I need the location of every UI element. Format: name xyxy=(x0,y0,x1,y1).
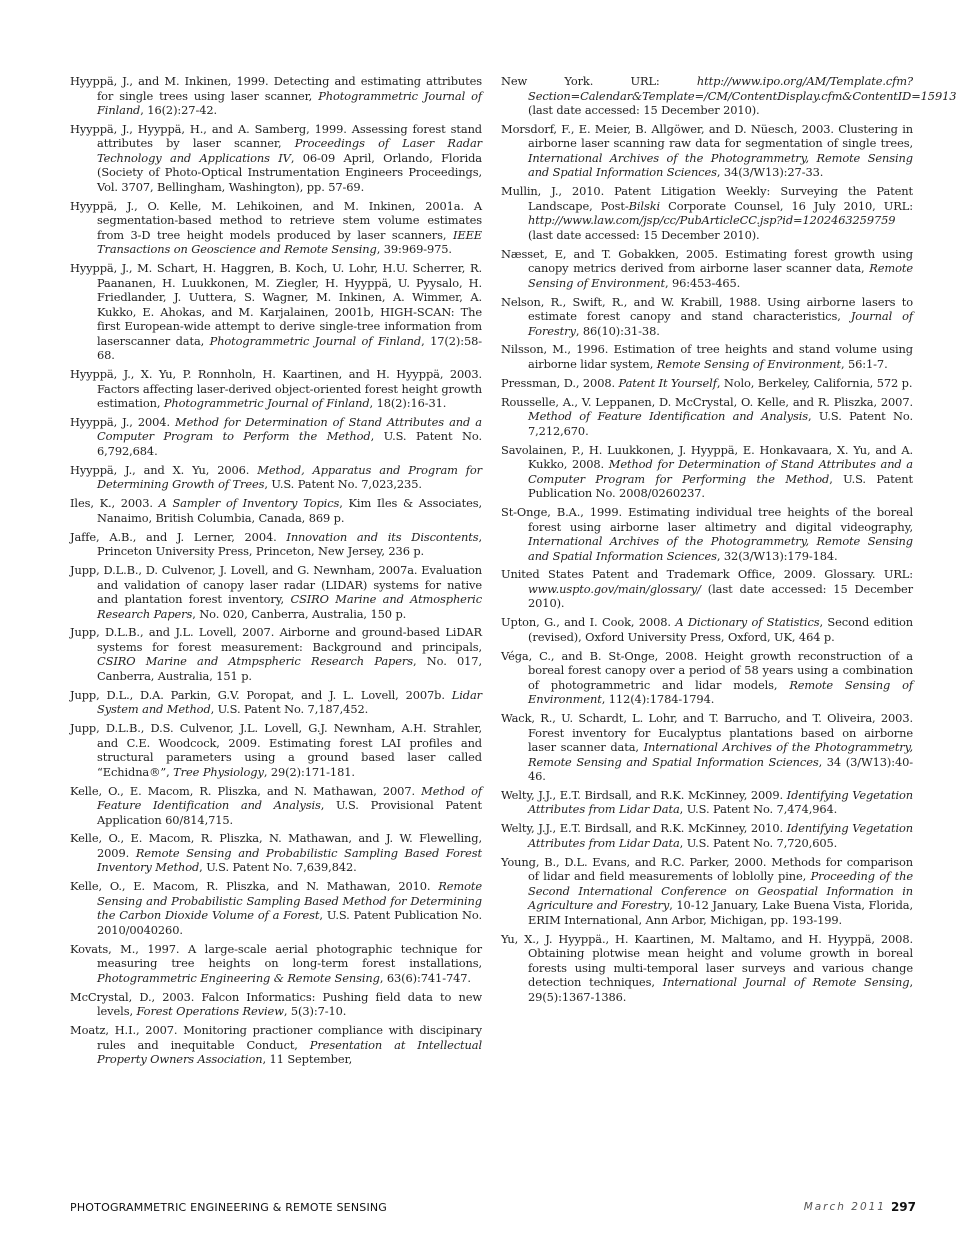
reference-italic-text: Method for Determination of Stand Attributes and a Computer Program for Performing the Method xyxy=(528,457,913,486)
reference-text: , Princeton University Press, Princeton, New Jersey, 236 p. xyxy=(97,529,482,559)
reference-entry xyxy=(70,784,482,828)
reference-text: Hyyppä, J., O. Kelle, M. Lehikoinen, and M. Inkinen, 2001a. A segmentation-based method to retrieve stem volume estimates from 3-D tree height models produced by laser scanners, xyxy=(70,198,482,242)
reference-text: , U.S. Patent Publication No. 2008/0260237. xyxy=(528,471,913,501)
reference-text: , Second edition (revised), Oxford University Press, Oxford, UK, 464 p. xyxy=(528,615,914,644)
reference-italic-text: Photogrammetric Journal of Finland xyxy=(163,396,370,411)
reference-entry xyxy=(70,990,482,1019)
reference-text: , 39:969-975. xyxy=(376,242,452,257)
reference-text: , 34 (3/W13):40-46. xyxy=(528,754,913,784)
reference-entry xyxy=(70,74,482,118)
reference-text: Jaffe, A.B., and J. Lerner, 2004. xyxy=(70,529,287,544)
reference-text: Upton, G., and I. Cook, 2008. xyxy=(501,615,676,630)
reference-text: , No. 017, Canberra, Australia, 151 p. xyxy=(97,654,482,683)
reference-entry xyxy=(501,184,913,242)
reference-italic-text: Forest Operations Review xyxy=(136,1004,284,1019)
reference-italic-text: Proceedings of Laser Radar Technology and Applications IV xyxy=(97,136,482,165)
reference-text: Kelle, O., E. Macom, R. Pliszka, and N. Mathawan, 2007. xyxy=(70,783,422,798)
reference-italic-text: International Archives of the Photogrammetry, Remote Sensing and Spatial Information Sciences xyxy=(528,534,913,563)
page-number: 297 xyxy=(890,1200,916,1214)
reference-italic-text: Remote Sensing of Environment xyxy=(528,677,913,707)
reference-entry xyxy=(70,1023,482,1067)
reference-text: Jupp, D.L.B., D. Culvenor, J. Lovell, and G. Newnham, 2007a. Evaluation and validation of canopy laser radar (LIDAR) systems for native and plantation forest inventory, xyxy=(70,563,482,607)
reference-entry xyxy=(501,855,913,928)
reference-entry xyxy=(501,122,913,180)
reference-text: (last date accessed: 15 December 2010). xyxy=(528,227,760,242)
reference-text: , 11 September, xyxy=(262,1052,353,1067)
reference-text: , U.S. Patent No. 7,187,452. xyxy=(210,702,369,717)
reference-text: McCrystal, D., 2003. Falcon Informatics: Pushing field data to new levels, xyxy=(70,989,482,1019)
reference-text: Nilsson, M., 1996. Estimation of tree heights and stand volume using airborne lidar system, xyxy=(501,342,913,371)
reference-italic-text: Innovation and its Discontents xyxy=(286,529,479,544)
reference-text: Jupp, D.L.B., D.S. Culvenor, J.L. Lovell, G.J. Newnham, A.H. Strahler, and C.E. Woodcock, 2009. Estimating forest LAI profiles and structural parameters using a ground based laser called “Echidna®”, xyxy=(70,721,482,779)
reference-entry xyxy=(70,879,482,937)
reference-text: Young, B., D.L. Evans, and R.C. Parker, 2000. Methods for comparison of lidar and field measurements of loblolly pine, xyxy=(501,854,913,884)
reference-text: , 17(2):58-68. xyxy=(97,333,482,363)
reference-column-right xyxy=(501,74,957,1009)
reference-italic-text: Identifying Vegetation Attributes from Lidar Data xyxy=(528,787,913,817)
reference-text: Kelle, O., E. Macom, R. Pliszka, N. Mathawan, and J. W. Flewelling, 2009. xyxy=(70,831,482,860)
reference-italic-text: Presentation at Intellectual Property Owners Association xyxy=(97,1037,482,1067)
reference-italic-text: Photogrammetric Journal of Finland xyxy=(97,88,482,117)
reference-italic-text: A Sampler of Inventory Topics xyxy=(158,496,340,511)
reference-italic-text: Lidar System and Method xyxy=(97,687,482,717)
reference-text: (last date accessed: 15 December 2010). xyxy=(528,581,913,611)
reference-italic-text: Method, Apparatus and Program for Determining Growth of Trees xyxy=(97,462,482,492)
reference-text: Jupp, D.L., D.A. Parkin, G.V. Poropat, and J. L. Lovell, 2007b. xyxy=(70,687,452,702)
reference-text: , 06-09 April, Orlando, Florida (Society of Photo-Optical Instrumentation Engineers Proceedings, Vol. 3707, Bellingham, Washington), pp. 57-69. xyxy=(97,150,483,194)
journal-name: PHOTOGRAMMETRIC ENGINEERING & REMOTE SENSING xyxy=(70,1201,388,1214)
reference-entry xyxy=(70,625,482,683)
reference-italic-text: Method of Feature Identification and Analysis xyxy=(528,409,809,424)
reference-entry xyxy=(70,122,482,195)
reference-text: , 32(3/W13):179-184. xyxy=(716,548,838,563)
reference-italic-text: Journal of Forestry xyxy=(528,309,914,338)
reference-text: , 16(2):27-42. xyxy=(140,103,218,117)
reference-entry xyxy=(70,831,482,875)
reference-italic-text: Identifying Vegetation Attributes from Lidar Data xyxy=(528,821,913,850)
reference-text: , 34(3/W13):27-33. xyxy=(716,165,824,180)
reference-italic-text: Method for Determination of Stand Attributes and a Computer Program to Perform the Method xyxy=(97,414,482,444)
reference-entry xyxy=(70,942,482,986)
reference-text: , No. 020, Canberra, Australia, 150 p. xyxy=(192,606,407,621)
reference-text: New York. URL: xyxy=(501,74,697,88)
reference-entry xyxy=(70,563,482,621)
reference-entry xyxy=(70,261,482,363)
reference-text: Hyyppä, J., X. Yu, P. Ronnholn, H. Kaartinen, and H. Hyyppä, 2003. Factors affecting laser-derived object-oriented forest height growth estimation, xyxy=(70,367,482,411)
reference-text: , 18(2):16-31. xyxy=(369,396,447,411)
reference-italic-text: CSIRO Marine and Atmpspheric Research Papers xyxy=(97,654,413,669)
reference-text: , 5(3):7-10. xyxy=(283,1004,347,1019)
reference-text: Næsset, E, and T. Gobakken, 2005. Estimating forest growth using canopy metrics derived from airborne laser scanner data, xyxy=(501,246,913,276)
reference-entry xyxy=(501,247,913,291)
reference-italic-text: Proceeding of the Second International Conference on Geospatial Information in Agriculture and Forestry xyxy=(528,869,913,913)
reference-text: Wack, R., U. Schardt, L. Lohr, and T. Barrucho, and T. Oliveira, 2003. Forest inventory for Eucalyptus plantations based on airborne laser scanner data, xyxy=(501,711,913,755)
reference-text: , U.S. Patent No. 7,023,235. xyxy=(264,477,422,492)
reference-entry xyxy=(501,395,913,439)
reference-text: , Nolo, Berkeley, California, 572 p. xyxy=(716,375,913,390)
reference-italic-text: Remote Sensing of Environment xyxy=(528,261,913,290)
reference-italic-text: Remote Sensing of Environment xyxy=(656,356,841,371)
reference-entry xyxy=(501,443,913,501)
reference-italic-text: CSIRO Marine and Atmospheric Research Papers xyxy=(97,592,482,621)
reference-text: Jupp, D.L.B., and J.L. Lovell, 2007. Airborne and ground-based LiDAR systems for forest measurement: Background and principals, xyxy=(70,625,482,654)
reference-text: Kovats, M., 1997. A large-scale aerial photographic technique for measuring tree heights on long-term forest installations, xyxy=(70,941,482,971)
reference-text: Pressman, D., 2008. xyxy=(501,375,619,390)
reference-italic-text: International Journal of Remote Sensing xyxy=(662,975,910,990)
reference-italic-text: A Dictionary of Statistics xyxy=(675,615,820,630)
reference-italic-text: International Archives of the Photogrammetry, Remote Sensing and Spatial Information Sciences xyxy=(528,150,913,180)
reference-text: , U.S. Patent No. 7,212,670. xyxy=(528,409,913,438)
reference-entry xyxy=(70,530,482,559)
reference-text: , 29(5):1367-1386. xyxy=(528,975,913,1004)
reference-italic-text: IEEE Transactions on Geoscience and Remote Sensing xyxy=(97,227,482,257)
reference-text: , 96:453-465. xyxy=(664,275,741,290)
reference-italic-text: Remote Sensing and Probabilistic Sampling Based Method for Determining the Carbon Dioxide Volume of a Forest xyxy=(97,879,482,923)
issue-date: March 2011 xyxy=(803,1201,886,1213)
reference-text: Véga, C., and B. St-Onge, 2008. Height growth reconstruction of a boreal forest canopy over a period of 58 years using a combination of photogrammetric and lidar models, xyxy=(501,648,913,692)
reference-entry xyxy=(501,505,913,563)
reference-entry xyxy=(501,932,913,1005)
reference-text: United States Patent and Trademark Office, 2009. Glossary. URL: xyxy=(501,567,913,582)
reference-text: , U.S. Patent No. 7,639,842. xyxy=(199,860,357,875)
reference-entry xyxy=(70,415,482,459)
reference-text: , U.S. Patent No. 7,720,605. xyxy=(679,835,838,850)
reference-entry xyxy=(501,788,913,817)
reference-column-left xyxy=(70,74,482,1071)
reference-italic-text: International Archives of the Photogrammetry, Remote Sensing and Spatial Information Sciences xyxy=(528,740,913,769)
reference-italic-text: http://www.law.com/jsp/cc/PubArticleCC.jsp?id=1202463259759 xyxy=(528,213,896,228)
reference-text: Morsdorf, F., E. Meier, B. Allgöwer, and D. Nüesch, 2003. Clustering in airborne laser scanning raw data for segmentation of single trees, xyxy=(501,121,913,151)
reference-text: Welty, J.J., E.T. Birdsall, and R.K. McKinney, 2010. xyxy=(501,821,787,836)
reference-text: Moatz, H.I., 2007. Monitoring practioner compliance with discipinary rules and inequitable Conduct, xyxy=(70,1023,482,1052)
reference-text: , 29(2):171-181. xyxy=(263,764,355,779)
reference-text: , 56:1-7. xyxy=(840,356,888,371)
reference-text: , 112(4):1784-1794. xyxy=(601,692,715,707)
reference-entry xyxy=(501,649,913,707)
reference-text: , 63(6):741-747. xyxy=(379,970,471,985)
reference-entry xyxy=(501,342,913,371)
reference-text: , 10-12 January, Lake Buena Vista, Florida, ERIM International, Ann Arbor, Michigan, pp. 193-199. xyxy=(528,898,914,927)
reference-text: Welty, J.J., E.T. Birdsall, and R.K. McKinney, 2009. xyxy=(501,787,787,802)
reference-entry xyxy=(501,376,913,391)
reference-italic-text: Tree Physiology xyxy=(173,764,264,779)
reference-text: , U.S. Patent No. 7,474,964. xyxy=(679,802,838,817)
reference-entry xyxy=(501,821,913,850)
reference-text: Yu, X., J. Hyyppä., H. Kaartinen, M. Maltamo, and H. Hyyppä, 2008. Obtaining plotwise mean height and volume growth in boreal forests using multi-temporal laser surveys and various change detection techniques, xyxy=(501,931,913,990)
reference-italic-text: Photogrammetric Journal of Finland xyxy=(209,333,422,348)
page-footer xyxy=(70,1201,916,1219)
reference-italic-text: Patent It Yourself xyxy=(618,375,717,390)
reference-entry xyxy=(501,615,913,644)
reference-italic-text: http://www.ipo.org/AM/Template.cfm?Section=Calendar&Template=/CM/ContentDisplay.cfm&ContentID=15913 xyxy=(528,74,957,103)
reference-entry xyxy=(70,199,482,257)
reference-entry xyxy=(70,721,482,779)
reference-text: Corporate Counsel, 16 July 2010, URL: xyxy=(660,198,913,213)
reference-entry xyxy=(501,567,913,611)
reference-entry xyxy=(70,496,482,525)
reference-text: , 86(10):31-38. xyxy=(575,323,660,338)
reference-entry xyxy=(501,74,957,118)
reference-italic-text: Remote Sensing and Probabilistic Sampling Based Forest Inventory Method xyxy=(97,845,482,875)
reference-entry xyxy=(70,463,482,492)
reference-text: Nelson, R., Swift, R., and W. Krabill, 1988. Using airborne lasers to estimate forest canopy and stand characteristics, xyxy=(501,294,913,324)
reference-text: Mullin, J., 2010. Patent Litigation Weekly: Surveying the Patent Landscape, Post- xyxy=(501,184,913,213)
reference-text: Hyyppä, J., and X. Yu, 2006. xyxy=(70,462,258,477)
reference-text: , U.S. Patent Publication No. 2010/0040260. xyxy=(97,908,482,937)
reference-text: Savolainen, P., H. Luukkonen, J. Hyyppä, E. Honkavaara, X. Yu, and A. Kukko, 2008. xyxy=(501,442,913,472)
reference-text: Iles, K., 2003. xyxy=(70,496,159,511)
reference-text: Hyyppä, J., Hyyppä, H., and A. Samberg, 1999. Assessing forest stand attributes by laser scanner, xyxy=(70,121,482,151)
reference-text: Hyyppä, J., M. Schart, H. Haggren, B. Koch, U. Lohr, H.U. Scherrer, R. Paananen, H. Luukkonen, M. Ziegler, H. Hyyppä, U. Pyysalo, H. Friedlander, J. Uuttera, S. Wagner, M. Inkinen, A. Wimmer, A. Kukko, E. Ahokas, and M. Karjalainen, 2001b, HIGH-SCAN: The first European-wide attempt to derive single-tree information from laserscanner data, xyxy=(70,261,482,348)
reference-text: Kelle, O., E. Macom, R. Pliszka, and N. Mathawan, 2010. xyxy=(70,879,439,894)
reference-text: Hyyppä, J., 2004. xyxy=(70,414,176,429)
reference-text: (last date accessed: 15 December 2010). xyxy=(528,103,760,117)
reference-text: , U.S. Patent No. 6,792,684. xyxy=(97,429,482,458)
reference-entry xyxy=(501,711,913,784)
reference-text: , Kim Iles & Associates, Nanaimo, British Columbia, Canada, 869 p. xyxy=(97,496,482,525)
reference-italic-text: Bilski xyxy=(628,198,661,213)
reference-entry xyxy=(70,688,482,717)
reference-text: St-Onge, B.A., 1999. Estimating individual tree heights of the boreal forest using airborne laser altimetry and digital videography, xyxy=(501,505,913,534)
reference-text: , U.S. Provisional Patent Application 60/814,715. xyxy=(97,798,482,827)
reference-text: Rousselle, A., V. Leppanen, D. McCrystal, O. Kelle, and R. Pliszka, 2007. xyxy=(501,394,913,409)
reference-italic-text: Method of Feature Identification and Analysis xyxy=(97,783,482,813)
reference-italic-text: Photogrammetric Engineering & Remote Sensing xyxy=(97,970,380,985)
reference-entry xyxy=(70,367,482,411)
reference-italic-text: www.uspto.gov/main/glossary/ xyxy=(528,581,701,596)
reference-text: Hyyppä, J., and M. Inkinen, 1999. Detecting and estimating attributes for single trees using laser scanner, xyxy=(70,74,482,103)
reference-entry xyxy=(501,295,913,339)
